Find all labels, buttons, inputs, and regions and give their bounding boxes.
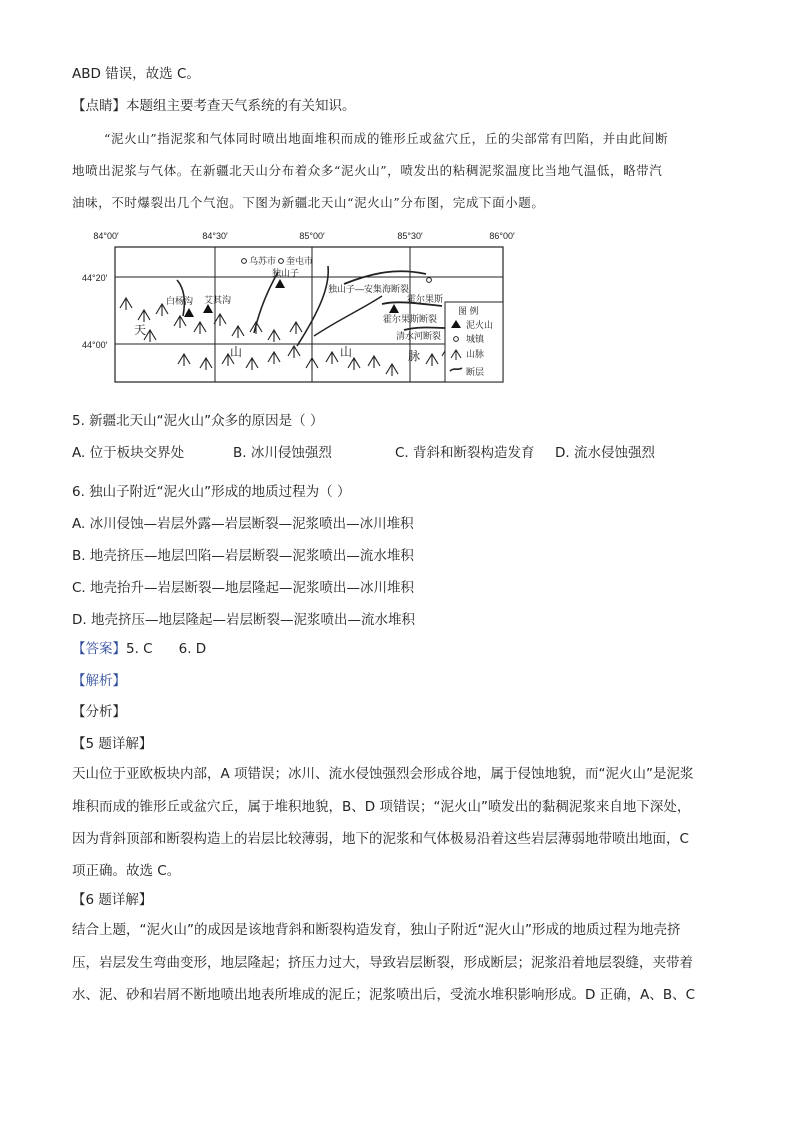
tip-line <box>72 96 356 116</box>
section-detail-6: 【6 题详解】 <box>72 892 153 908</box>
volcano-label-baiyanggou: 白杨沟 <box>166 296 194 306</box>
range-char-mai: 脉 <box>408 349 421 363</box>
detail-5-line-3: 因为背斜顶部和断裂构造上的岩层比较薄弱，地下的泥浆和气体极易沿着这些岩层薄弱地带喷出地面，C <box>72 831 689 847</box>
q6-option-a: A. 冰川侵蚀—岩层外露—岩层断裂—泥浆喷出—冰川堆积 <box>72 516 414 532</box>
answer-label: 【答案】 <box>72 641 126 657</box>
lon-label-1: 84°00′ <box>93 231 119 241</box>
range-char-shan-2: 山 <box>340 345 353 359</box>
city-label-kuitun: 奎屯市 <box>286 256 314 266</box>
range-char-tian: 天 <box>134 323 147 337</box>
lat-label-1: 44°20′ <box>82 273 108 283</box>
city-label-wusu: 乌苏市 <box>249 256 277 266</box>
tip-label: 【点睛】 <box>72 98 126 114</box>
lon-label-4: 85°30′ <box>397 231 423 241</box>
volcano-label-dushanzi: 独山子 <box>272 268 300 278</box>
fault-label-dushanzi: 独山子—安集海断裂 <box>328 284 410 294</box>
q5-option-b: B. 冰川侵蚀强烈 <box>233 445 332 461</box>
q6-option-c: C. 地壳抬升—岩层断裂—地层隆起—泥浆喷出—冰川堆积 <box>72 580 415 596</box>
volcano-aiqigou-icon <box>203 304 213 313</box>
detail-5-line-1: 天山位于亚欧板块内部，A 项错误；冰川、流水侵蚀强烈会形成谷地，属于侵蚀地貌，而“泥火山”是泥浆 <box>72 766 694 782</box>
range-char-shan-1: 山 <box>230 345 243 359</box>
city-marker-wusu <box>242 259 247 264</box>
q6-option-b: B. 地壳挤压—地层凹陷—岩层断裂—泥浆喷出—流水堆积 <box>72 548 414 564</box>
detail-6-line-3: 水、泥、砂和岩屑不断地喷出地表所堆成的泥丘；泥浆喷出后，受流水堆积影响形成。D 正确，A、B、C <box>72 987 696 1003</box>
q5-option-c: C. 背斜和断裂构造发育 <box>395 445 535 461</box>
river-3 <box>297 266 328 346</box>
volcano-label-huoerguosi: 霍尔果斯 <box>407 294 444 304</box>
q6-stem: 6. 独山子附近“泥火山”形成的地质过程为（ ） <box>72 484 351 500</box>
section-fenxi: 【分析】 <box>72 704 126 720</box>
detail-6-line-2: 压，岩层发生弯曲变形，地层隆起；挤压力过大，导致岩层断裂，形成断层；泥浆沿着地层裂缝，夹带着 <box>72 955 693 971</box>
passage-line-2: 地喷出泥浆与气体。在新疆北天山分布着众多“泥火山”，喷发出的粘稠泥浆温度比当地气温低，略带汽 <box>72 163 663 178</box>
volcano-huoerguosi-icon <box>389 304 399 313</box>
lat-label-2: 44°00′ <box>82 340 108 350</box>
detail-5-line-2: 堆积而成的锥形丘或盆穴丘，属于堆积地貌，B、D 项错误；“泥火山”喷发出的黏稠泥浆来自地下深处， <box>72 799 691 815</box>
detail-6-line-1: 结合上题，“泥火山”的成因是该地背斜和断裂构造发育，独山子附近“泥火山”形成的地质过程为地壳挤 <box>72 922 681 938</box>
answer-5: 5. C <box>126 641 153 657</box>
passage-line-3: 油味，不时爆裂出几个气泡。下图为新疆北天山“泥火山”分布图，完成下面小题。 <box>72 195 545 210</box>
volcano-dushanzi-icon <box>275 279 285 288</box>
legend-title: 图 例 <box>458 306 479 316</box>
mud-volcano-map <box>82 228 515 388</box>
volcano-label-aiqigou: 艾其沟 <box>204 295 232 305</box>
legend-item-mountain: 山脉 <box>466 349 485 359</box>
fault-label-huoerguosi: 霍尔果斯断裂 <box>383 314 438 324</box>
lon-label-2: 84°30′ <box>202 231 228 241</box>
answer-line <box>72 639 206 659</box>
fault-label-qingshuihe: 清水河断裂 <box>396 331 442 341</box>
passage-line-1: “泥火山”指泥浆和气体同时喷出地面堆积而成的锥形丘或盆穴丘，丘的尖部常有凹陷，并由此间断 <box>104 131 669 146</box>
legend-item-fault: 断层 <box>466 367 485 377</box>
legend-item-city: 城镇 <box>466 334 485 344</box>
intro-line: ABD 错误，故选 C。 <box>72 66 200 82</box>
section-detail-5: 【5 题详解】 <box>72 736 153 752</box>
detail-5-line-4: 项正确。故选 C。 <box>72 863 181 879</box>
river-4 <box>314 296 382 336</box>
q6-option-d: D. 地壳挤压—地层隆起—岩层断裂—泥浆喷出—流水堆积 <box>72 612 415 628</box>
city-marker-kuitun <box>279 259 284 264</box>
tip-text: 本题组主要考查天气系统的有关知识。 <box>126 98 356 114</box>
fault-qingshuihe <box>404 328 446 331</box>
q5-option-d: D. 流水侵蚀强烈 <box>555 445 655 461</box>
fault-dushanzi <box>344 271 426 284</box>
lon-label-3: 85°00′ <box>299 231 325 241</box>
lon-label-5: 86°00′ <box>489 231 515 241</box>
city-marker-east <box>427 278 432 283</box>
section-analysis: 【解析】 <box>72 673 126 689</box>
q5-option-a: A. 位于板块交界处 <box>72 445 185 461</box>
volcano-baiyanggou-icon <box>184 308 194 317</box>
answer-6: 6. D <box>178 641 207 657</box>
q5-stem: 5. 新疆北天山“泥火山”众多的原因是（ ） <box>72 413 324 429</box>
legend-item-volcano: 泥火山 <box>466 320 494 330</box>
